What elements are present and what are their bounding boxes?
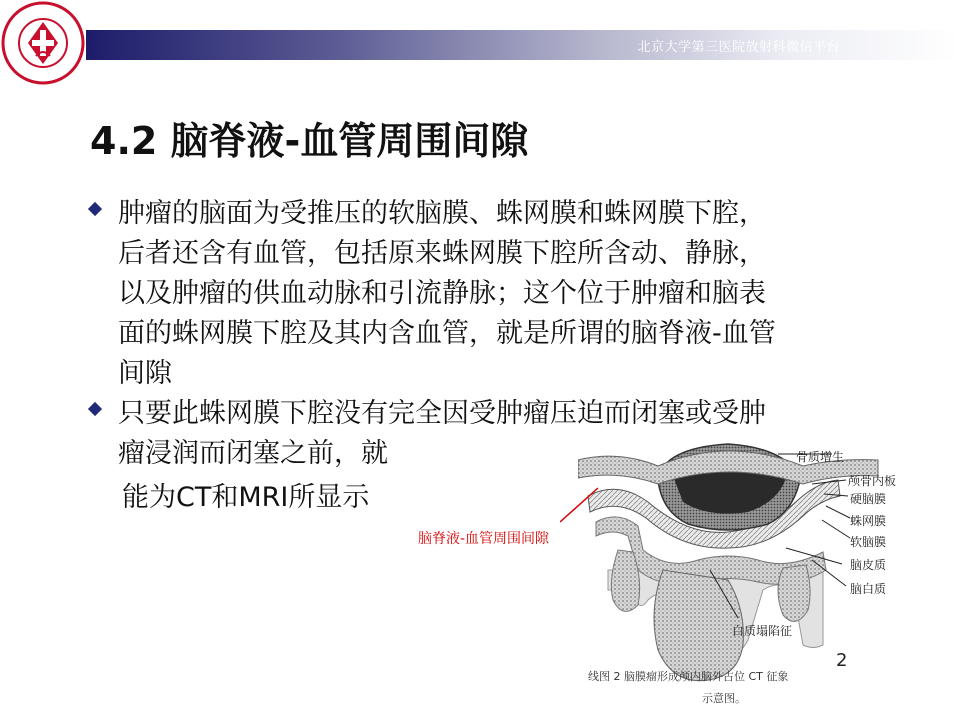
diamond-bullet-icon (88, 202, 102, 216)
figure-caption-continued: 示意图。 (702, 692, 746, 705)
label-arachnoid: 蛛网膜 (850, 514, 887, 528)
bullet-item-1 (90, 194, 880, 394)
bullet-continuation: 能为CT和MRI所显示 (122, 482, 370, 513)
diamond-bullet-icon (88, 402, 102, 416)
header-banner (86, 30, 960, 60)
bullet-line: 面的蛛网膜下腔及其内含血管，就是所谓的脑脊液-血管 (118, 318, 776, 349)
slide-title: 4.2 脑脊液-血管周围间隙 (90, 119, 529, 163)
bullet-line: 肿瘤的脑面为受推压的软脑膜、蛛网膜和蛛网膜下腔， (118, 198, 766, 229)
bullet-text (118, 194, 880, 394)
csf-space-label: 脑脊液-血管周围间隙 (418, 531, 550, 547)
bullet-line: 间隙 (118, 358, 172, 389)
red-pointer-line (560, 484, 600, 524)
figure-page-number: 2 (836, 650, 848, 671)
label-white-matter: 脑白质 (850, 582, 887, 596)
label-cortex: 脑皮质 (850, 558, 887, 572)
bullet-line: 瘤浸润而闭塞之前，就 (118, 438, 388, 469)
bullet-line: 只要此蛛网膜下腔没有完全因受肿瘤压迫而闭塞或受肿 (118, 398, 766, 429)
bullet-line: 以及肿瘤的供血动脉和引流静脉；这个位于肿瘤和脑表 (118, 278, 766, 309)
label-dura: 硬脑膜 (850, 492, 887, 506)
bullet-line: 后者还含有血管，包括原来蛛网膜下腔所含动、静脉， (118, 238, 766, 269)
banner-text: 北京大学第三医院放射科微信平台 (637, 40, 840, 55)
label-pia: 软脑膜 (850, 535, 887, 549)
hospital-logo (0, 0, 86, 86)
label-bone-hyperplasia: 骨质增生 (796, 450, 845, 464)
figure-caption: 线图 2 脑膜瘤形成颅内脑外占位 CT 征象 (588, 670, 789, 683)
hospital-logo-icon (0, 0, 86, 86)
label-white-matter-collapse: 白质塌陷征 (732, 624, 793, 638)
label-inner-table: 颅骨内板 (848, 474, 897, 488)
